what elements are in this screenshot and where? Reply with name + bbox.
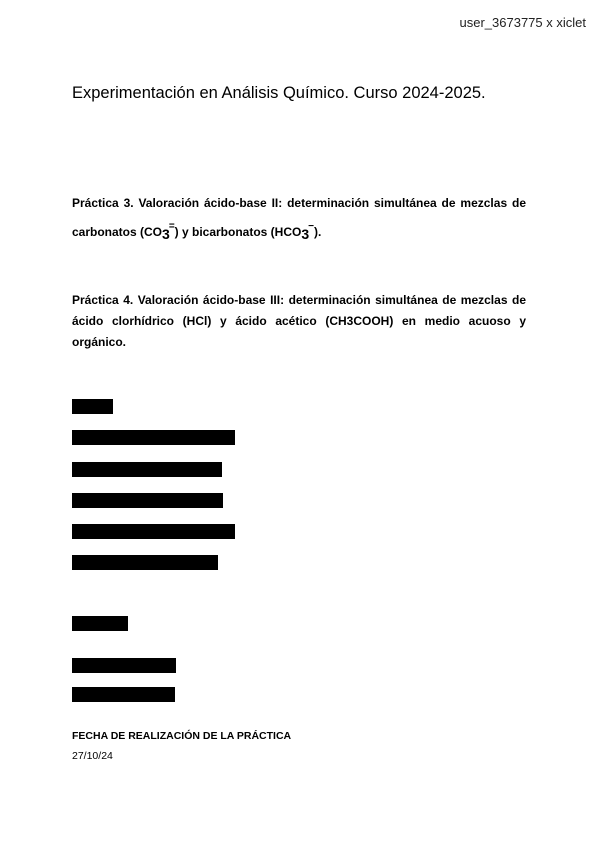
practice-3-text-before: Práctica 3. Valoración ácido-base II: determinación simultánea de mezclas de carbonatos (CO: [72, 196, 526, 239]
bicarbonate-formula-suffix: [301, 218, 314, 247]
redacted-block-name-1: [72, 430, 235, 445]
redacted-block-name-4: [72, 524, 235, 539]
user-watermark: user_3673775 x xiclet: [459, 15, 586, 30]
date-label: FECHA DE REALIZACIÓN DE LA PRÁCTICA: [72, 730, 292, 742]
practice-3-text-middle: ) y bicarbonatos (HCO: [174, 225, 302, 239]
practice-3-description: [72, 189, 526, 247]
carbonate-superscript: =: [168, 221, 175, 232]
document-title: Experimentación en Análisis Químico. Curso 2024-2025.: [72, 84, 486, 102]
redacted-block-name-3: [72, 493, 223, 508]
practice-4-description: Práctica 4. Valoración ácido-base III: determinación simultánea de mezclas de ácido clorhídrico (HCl) y ácido acético (CH3COOH) en medio acuoso y orgánico.: [72, 293, 526, 349]
bicarbonate-superscript: −: [308, 221, 314, 232]
redacted-block-heading-1: [72, 399, 113, 414]
redacted-block-name-2: [72, 462, 222, 477]
practice-3-text-after: ).: [313, 225, 322, 239]
carbonate-formula-suffix: [162, 218, 175, 247]
date-value: 27/10/24: [72, 750, 113, 762]
carbonate-subscript: 3: [162, 226, 170, 242]
redacted-block-info-2: [72, 687, 175, 702]
bicarbonate-subscript: 3: [301, 226, 310, 242]
redacted-block-info-1: [72, 658, 176, 673]
redacted-block-name-5: [72, 555, 218, 570]
redacted-block-heading-2: [72, 616, 128, 631]
